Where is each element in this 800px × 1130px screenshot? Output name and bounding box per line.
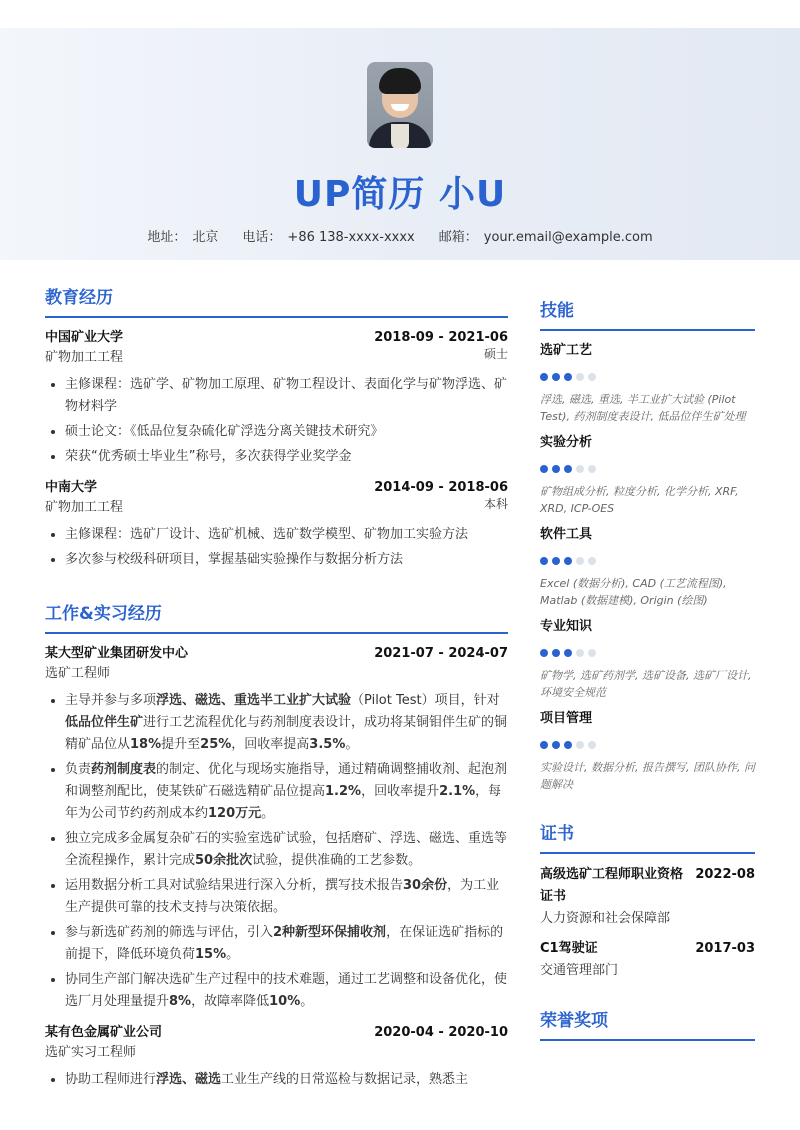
certificate-item	[540, 864, 755, 930]
bullet-item: • 独立完成多金属复杂矿石的实验室选矿试验，包括磨矿、浮选、磁选、重选等全流程操作，累计完成50余批次试验，提供准确的工艺参数。	[65, 828, 508, 872]
skill-level-dot	[576, 373, 584, 381]
work-entry-header	[45, 1023, 508, 1043]
certificate-date: 2022-08	[695, 867, 755, 882]
bullet-item: • 主修课程：选矿厂设计、选矿机械、选矿数学模型、矿物加工实验方法	[65, 524, 508, 546]
education-degree: 硕士	[483, 347, 508, 361]
work-entry-header	[45, 644, 508, 664]
bullet-item: • 协同生产部门解决选矿生产过程中的技术难题，通过工艺调整和设备优化，使选厂月处理量提升8%，故障率降低10%。	[65, 969, 508, 1013]
certificate-issuer: 人力资源和社会保障部	[540, 911, 671, 926]
skill-item	[540, 433, 755, 517]
certificate-header	[540, 938, 755, 960]
bullet-item: • 负责药剂制度表的制定、优化与现场实施指导，通过精确调整捕收剂、起泡剂和调整剂配比，使某铁矿石磁选精矿品位提高1.2%，回收率提升2.1%，每年为公司节约药剂成本约120万元。	[65, 759, 508, 825]
skill-level-dot	[552, 373, 560, 381]
skill-name: 项目管理	[540, 711, 593, 726]
skill-level-dot	[564, 465, 572, 473]
education-name: 中国矿业大学	[45, 330, 124, 345]
contact-info	[0, 226, 800, 245]
skill-level-dot	[576, 649, 584, 657]
contact-value: your.email@example.com	[483, 230, 653, 245]
education-degree: 本科	[483, 497, 508, 511]
skill-level-dots	[540, 465, 755, 473]
skill-item	[540, 525, 755, 609]
profile-photo	[367, 62, 433, 148]
skill-description: Excel (数据分析), CAD (工艺流程图), Matlab (数据建模), Origin (绘图)	[540, 577, 727, 607]
skill-level-dots	[540, 741, 755, 749]
skill-level-dots	[540, 557, 755, 565]
header-banner	[0, 28, 800, 260]
certificate-name: 高级选矿工程师职业资格证书	[540, 867, 684, 904]
work-subtitle: 选矿工程师	[45, 666, 111, 681]
work-subtitle: 选矿实习工程师	[45, 1045, 137, 1060]
education-entry-header	[45, 478, 508, 498]
bullet-item: • 主修课程：选矿学、矿物加工原理、矿物工程设计、表面化学与矿物浮选、矿物材料学	[65, 374, 508, 418]
education-bullet-list	[45, 374, 508, 468]
left-column	[45, 283, 508, 1101]
bullet-item: • 硕士论文：《低品位复杂硫化矿浮选分离关键技术研究》	[65, 421, 508, 443]
contact-item	[242, 230, 414, 245]
certificate-item	[540, 938, 755, 982]
skill-level-dot	[564, 649, 572, 657]
bullet-item: • 参与新选矿药剂的筛选与评估，引入2种新型环保捕收剂，在保证选矿指标的前提下，降低环境负荷15%。	[65, 922, 508, 966]
contact-item	[439, 230, 653, 245]
skill-description: 实验设计, 数据分析, 报告撰写, 团队协作, 问题解决	[540, 761, 755, 791]
bullet-item: • 荣获“优秀硕士毕业生”称号，多次获得学业奖学金	[65, 446, 508, 468]
work-bullet-list	[45, 1069, 508, 1091]
skill-description: 矿物学, 选矿药剂学, 选矿设备, 选矿厂设计, 环境安全规范	[540, 669, 752, 699]
education-subtitle: 矿物加工工程	[45, 500, 124, 515]
skill-level-dot	[540, 741, 548, 749]
contact-label: 地址：	[147, 230, 187, 245]
education-date: 2018-09 - 2021-06	[374, 330, 508, 345]
skill-level-dots	[540, 373, 755, 381]
skill-level-dot	[564, 373, 572, 381]
skill-level-dot	[552, 465, 560, 473]
education-subtitle: 矿物加工工程	[45, 350, 124, 365]
education-bullet-list	[45, 524, 508, 571]
skill-level-dot	[552, 557, 560, 565]
work-date: 2021-07 - 2024-07	[374, 646, 508, 661]
skill-level-dot	[564, 557, 572, 565]
work-name: 某大型矿业集团研发中心	[45, 646, 189, 661]
bullet-item: • 运用数据分析工具对试验结果进行深入分析，撰写技术报告30余份，为工业生产提供可靠的技术支持与决策依据。	[65, 875, 508, 919]
skill-level-dot	[576, 557, 584, 565]
section-title-education: 教育经历	[45, 283, 508, 318]
work-entry	[45, 644, 508, 1013]
skill-level-dot	[588, 557, 596, 565]
right-column	[540, 296, 755, 1051]
work-entry-sub	[45, 1043, 508, 1063]
work-section	[45, 599, 508, 1091]
skill-level-dot	[588, 741, 596, 749]
work-bullet-list	[45, 690, 508, 1013]
skill-item	[540, 709, 755, 793]
contact-label: 电话：	[242, 230, 282, 245]
skill-level-dot	[588, 465, 596, 473]
education-entry-header	[45, 328, 508, 348]
certificate-name: C1驾驶证	[540, 941, 598, 956]
skill-description: 矿物组成分析, 粒度分析, 化学分析, XRF, XRD, ICP-OES	[540, 485, 739, 515]
education-entry	[45, 478, 508, 571]
contact-label: 邮箱：	[438, 230, 478, 245]
skill-item	[540, 341, 755, 425]
contact-value: +86 138-xxxx-xxxx	[287, 230, 415, 245]
bullet-item: • 协助工程师进行浮选、磁选工业生产线的日常巡检与数据记录，熟悉主	[65, 1069, 508, 1091]
honors-section	[540, 1006, 755, 1041]
certificates-section	[540, 819, 755, 982]
education-entry	[45, 328, 508, 468]
work-date: 2020-04 - 2020-10	[374, 1025, 508, 1040]
education-date: 2014-09 - 2018-06	[374, 480, 508, 495]
certificate-header	[540, 864, 755, 908]
skill-level-dot	[540, 373, 548, 381]
skill-name: 专业知识	[540, 619, 593, 634]
bullet-item: • 主导并参与多项浮选、磁选、重选半工业扩大试验（Pilot Test）项目，针对低品位伴生矿进行工艺流程优化与药剂制度表设计，成功将某铜钼伴生矿的铜精矿品位从18%提升至25%，回收率提高3.5%。	[65, 690, 508, 756]
education-entry-sub	[45, 498, 508, 518]
candidate-name: UP简历 小U	[293, 174, 507, 215]
work-entry	[45, 1023, 508, 1091]
section-title-skills: 技能	[540, 296, 755, 331]
skill-name: 实验分析	[540, 435, 593, 450]
skill-level-dot	[540, 649, 548, 657]
skill-name: 软件工具	[540, 527, 593, 542]
skill-item	[540, 617, 755, 701]
contact-value: 北京	[192, 230, 219, 245]
skill-level-dot	[552, 649, 560, 657]
work-name: 某有色金属矿业公司	[45, 1025, 163, 1040]
section-title-honors: 荣誉奖项	[540, 1006, 755, 1041]
certificate-date: 2017-03	[695, 941, 755, 956]
work-entry-sub	[45, 664, 508, 684]
contact-item	[147, 230, 218, 245]
skill-level-dot	[588, 649, 596, 657]
skill-description: 浮选, 磁选, 重选, 半工业扩大试验 (Pilot Test), 药剂制度表设计, 低品位伴生矿处理	[540, 393, 746, 423]
education-name: 中南大学	[45, 480, 98, 495]
skill-level-dot	[540, 557, 548, 565]
certificate-issuer: 交通管理部门	[540, 963, 619, 978]
skills-section	[540, 296, 755, 793]
bullet-item: • 多次参与校级科研项目，掌握基础实验操作与数据分析方法	[65, 549, 508, 571]
section-title-certificates: 证书	[540, 819, 755, 854]
education-entry-sub	[45, 348, 508, 368]
skill-level-dot	[588, 373, 596, 381]
education-section	[45, 283, 508, 571]
skill-level-dot	[552, 741, 560, 749]
skill-level-dot	[576, 465, 584, 473]
skill-level-dot	[564, 741, 572, 749]
skill-level-dot	[576, 741, 584, 749]
skill-level-dots	[540, 649, 755, 657]
skill-level-dot	[540, 465, 548, 473]
section-title-work: 工作&实习经历	[45, 599, 508, 634]
skill-name: 选矿工艺	[540, 343, 593, 358]
